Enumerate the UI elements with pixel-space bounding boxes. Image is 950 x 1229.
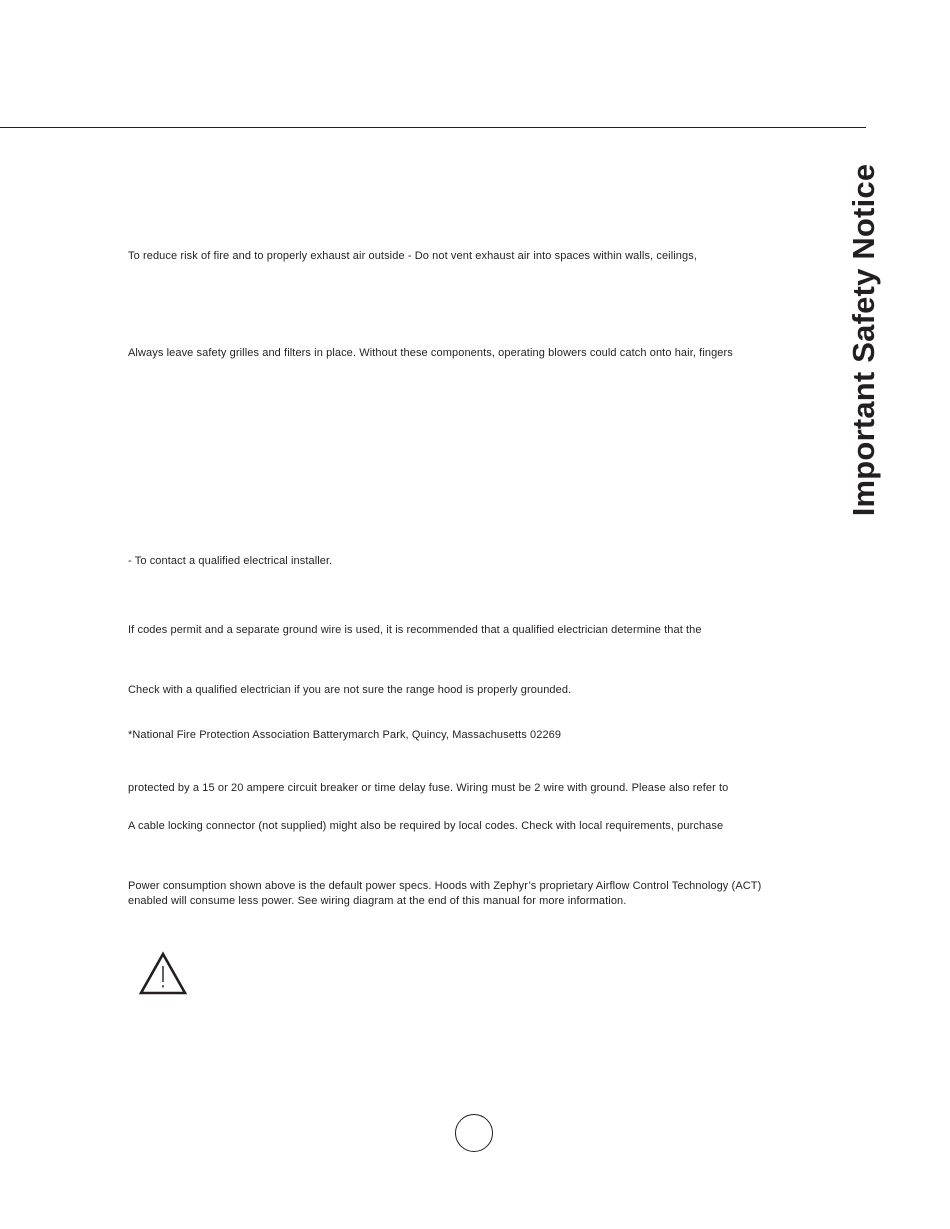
section-title: Important Safety Notice xyxy=(846,163,881,517)
breaker-paragraph: protected by a 15 or 20 ampere circuit breaker or time delay fuse. Wiring must be 2 wire with ground. Please also refer to xyxy=(128,782,729,794)
installer-list-item: - To contact a qualified electrical installer. xyxy=(128,555,333,567)
nfpa-footnote: *National Fire Protection Association Batterymarch Park, Quincy, Massachusetts 02269 xyxy=(128,729,562,741)
header-rule xyxy=(0,127,866,128)
ground-wire-paragraph: If codes permit and a separate ground wire is used, it is recommended that a qualified electrician determine that the xyxy=(128,624,702,636)
page-number-circle xyxy=(455,1114,493,1152)
warning-triangle-icon xyxy=(138,951,188,995)
power-paragraph: Power consumption shown above is the default power specs. Hoods with Zephyr’s proprietary Airflow Control Technology (ACT) enabled will consume less power. See wiring diagram at the end of this manual for more information. xyxy=(128,880,762,907)
connector-paragraph: A cable locking connector (not supplied) might also be required by local codes. Check with local requirements, purchase xyxy=(128,820,724,832)
check-ground-paragraph: Check with a qualified electrician if you are not sure the range hood is properly grounded. xyxy=(128,684,572,696)
venting-paragraph: To reduce risk of fire and to properly exhaust air outside - Do not vent exhaust air into spaces within walls, ceilings, xyxy=(128,250,697,262)
grilles-paragraph: Always leave safety grilles and filters in place. Without these components, operating blowers could catch onto hair, fingers xyxy=(128,347,733,359)
